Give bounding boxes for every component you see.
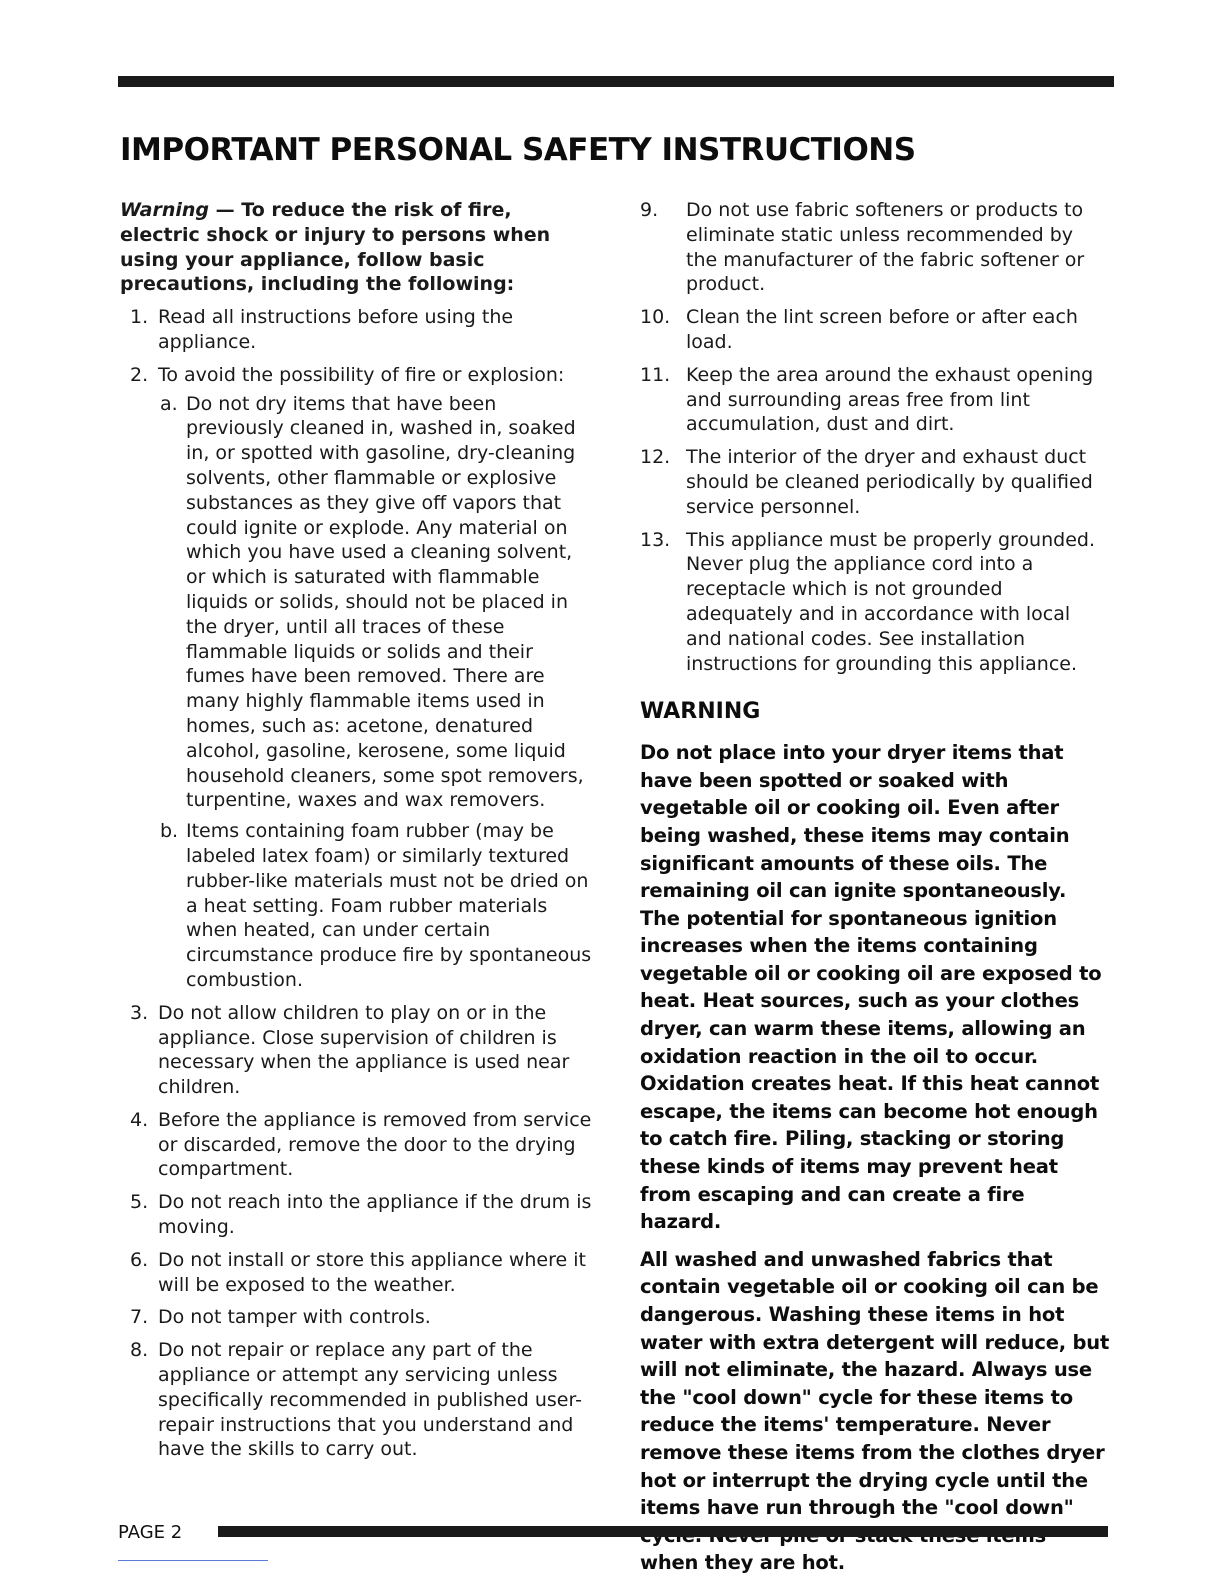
list-item	[120, 1190, 592, 1240]
left-column	[120, 198, 592, 1470]
item-number: 3.	[130, 1001, 149, 1024]
list-item	[120, 363, 592, 993]
sub-list-item	[158, 819, 592, 993]
bottom-rule	[218, 1526, 1108, 1537]
intro-dash: —	[209, 199, 242, 221]
item-text: The interior of the dryer and exhaust duct should be cleaned periodically by qualified service personnel.	[686, 446, 1093, 518]
item-number: 2.	[130, 363, 149, 386]
item-number: 5.	[130, 1191, 149, 1214]
item-number: 8.	[130, 1339, 149, 1362]
item-text: Read all instructions before using the appliance.	[158, 306, 514, 353]
item-text: Before the appliance is removed from service or discarded, remove the door to the drying compartment.	[158, 1108, 592, 1181]
warning-paragraph-1: Do not place into your dryer items that have been spotted or soaked with vegetable oil or cooking oil. Even after being washed, these items may contain significant amounts of these oils. The remaining oil can ignite spontaneously. The potential for spontaneous ignition increases when the items containing vegetable oil or cooking oil are exposed to heat. Heat sources, such as your clothes dryer, can warm these items, allowing an oxidation reaction in the oil to occur. Oxidation creates heat. If this heat cannot escape, the items can become hot enough to catch fire. Piling, stacking or storing these kinds of items may prevent heat from escaping and can create a fire hazard.	[640, 741, 1102, 1234]
item-text: Clean the lint screen before or after each load.	[686, 306, 1078, 353]
item-number: 4.	[130, 1108, 149, 1131]
item-text: Do not reach into the appliance if the drum is moving.	[158, 1191, 592, 1239]
list-item	[120, 1305, 592, 1330]
item-text: To avoid the possibility of fire or explosion:	[158, 363, 565, 386]
item-number: 9.	[640, 199, 659, 221]
blue-underline	[118, 1560, 268, 1561]
list-item	[120, 1108, 592, 1182]
list-item	[640, 198, 1110, 297]
item-number: 6.	[130, 1248, 149, 1271]
sub-item-text: Items containing foam rubber (may be labeled latex foam) or similarly textured rubber-like materials must not be dried on a heat setting. Foam rubber materials when heated, can under certain circumstance produce fire by spontaneous combustion.	[186, 820, 592, 991]
item-text: Do not allow children to play on or in the appliance. Close supervision of children is necessary when the appliance is used near children.	[158, 1001, 570, 1099]
sub-item-label: b.	[160, 820, 179, 843]
list-item	[120, 1338, 592, 1462]
list-item	[640, 305, 1110, 355]
item-text: Do not install or store this appliance where it will be exposed to the weather.	[158, 1248, 586, 1296]
list-item	[640, 363, 1110, 437]
instruction-list-right	[640, 198, 1110, 676]
instruction-list-left	[120, 305, 592, 1462]
intro-warning	[120, 198, 592, 297]
sub-item-label: a.	[160, 392, 178, 415]
sub-list	[158, 392, 592, 993]
page-title: IMPORTANT PERSONAL SAFETY INSTRUCTIONS	[120, 132, 916, 168]
list-item	[120, 1248, 592, 1298]
list-item	[640, 528, 1110, 677]
item-number: 11.	[640, 363, 671, 386]
intro-lead: Warning	[120, 199, 210, 221]
intro-text: To reduce the risk of fire, electric shock or injury to persons when using your appliance, follow basic precautions, including the following:	[120, 199, 551, 296]
item-text: Do not use fabric softeners or products to eliminate static unless recommended by the manufacturer of the fabric softener or product.	[686, 199, 1085, 296]
item-text: This appliance must be properly grounded. Never plug the appliance cord into a receptacle which is not grounded adequately and in accordance with local and national codes. See installation instructions for grounding this appliance.	[686, 528, 1095, 675]
warning-heading: WARNING	[640, 699, 761, 725]
item-text: Keep the area around the exhaust opening and surrounding areas free from lint accumulation, dust and dirt.	[686, 363, 1094, 436]
list-item	[120, 1001, 592, 1100]
right-column	[640, 198, 1110, 1587]
sub-item-text: Do not dry items that have been previously cleaned in, washed in, soaked in, or spotted with gasoline, dry-cleaning solvents, other flammable or explosive substances as they give off vapors that could ignite or explode. Any material on which you have used a cleaning solvent, or which is saturated with flammable liquids or solids, should not be placed in the dryer, until all traces of these flammable liquids or solids and their fumes have been removed. There are many highly flammable items used in homes, such as: acetone, denatured alcohol, gasoline, kerosene, some liquid household cleaners, some spot removers, turpentine, waxes and wax removers.	[186, 392, 584, 812]
item-text: Do not tamper with controls.	[158, 1306, 431, 1329]
page-number: PAGE 2	[118, 1522, 183, 1543]
item-number: 13.	[640, 528, 671, 551]
list-item	[640, 445, 1110, 519]
item-text: Do not repair or replace any part of the appliance or attempt any servicing unless specifically recommended in published user-repair instructions that you understand and have the skills to carry out.	[158, 1339, 582, 1461]
item-number: 7.	[130, 1306, 149, 1329]
item-number: 12.	[640, 446, 671, 469]
sub-list-item	[158, 392, 592, 814]
item-number: 1.	[130, 306, 149, 329]
item-number: 10.	[640, 306, 671, 329]
list-item	[120, 305, 592, 355]
top-rule	[118, 76, 1114, 87]
warning-paragraph-2: All washed and unwashed fabrics that contain vegetable oil or cooking oil can be dangerous. Washing these items in hot water with extra detergent will reduce, but will not eliminate, the hazard. Always use the "cool down" cycle for these items to reduce the items' temperature. Never remove these items from the clothes dryer hot or interrupt the drying cycle until the items have run through the "cool down" when they are hot.	[640, 1247, 1110, 1575]
